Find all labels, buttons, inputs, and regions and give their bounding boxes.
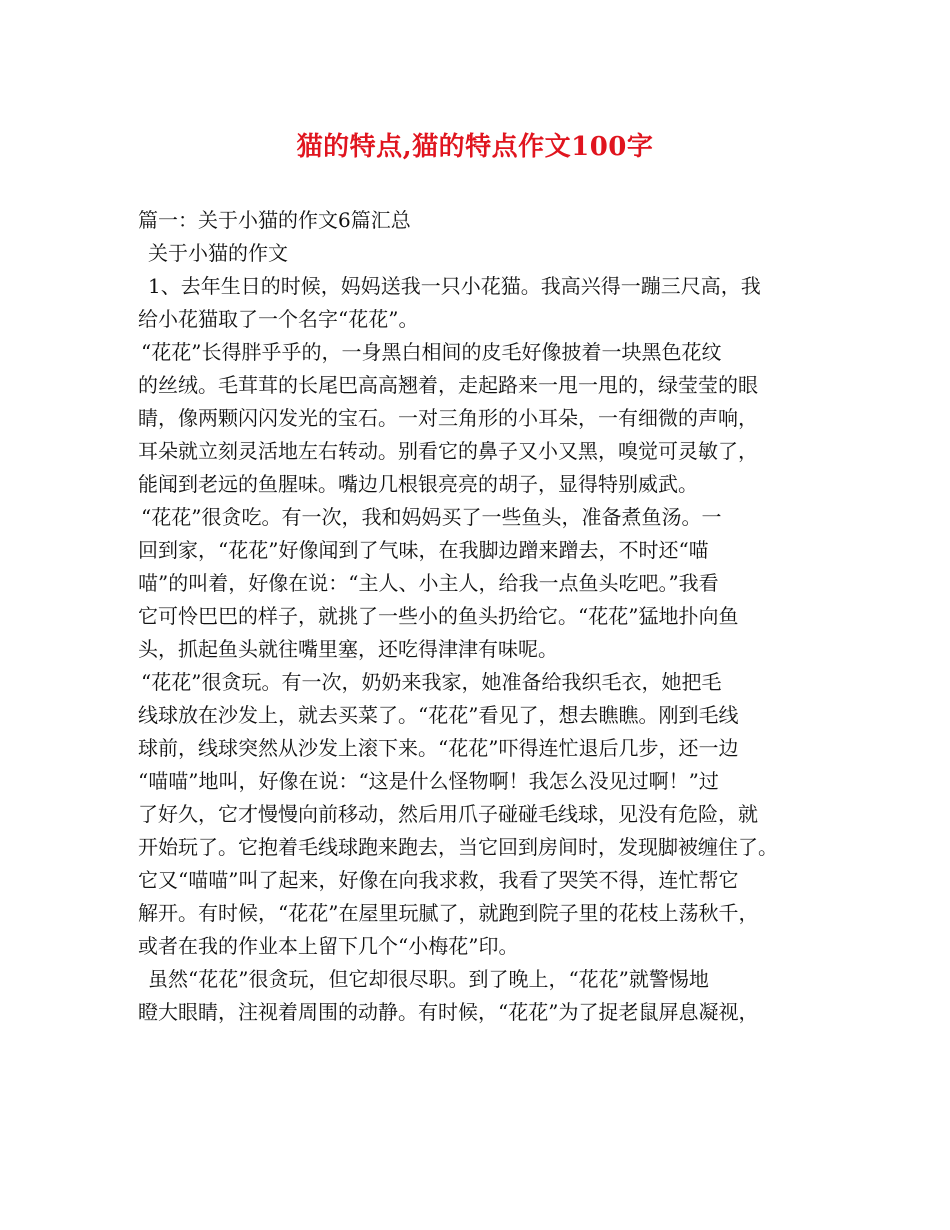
text-line: 的丝绒。毛茸茸的长尾巴高高翘着，走起路来一甩一甩的，绿莹莹的眼	[138, 373, 758, 397]
text-line: 耳朵就立刻灵活地左右转动。别看它的鼻子又小又黑，嗅觉可灵敏了，	[138, 439, 758, 463]
text-line: 头，抓起鱼头就往嘴里塞，还吃得津津有味呢。	[138, 637, 558, 661]
document-title: 猫的特点,猫的特点作文100字	[296, 132, 654, 162]
text-line: 喵”的叫着，好像在说：“主人、小主人，给我一点鱼头吃吧。”我看	[138, 571, 719, 595]
text-line: “花花”很贪吃。有一次，我和妈妈买了一些鱼头，准备煮鱼汤。一	[141, 505, 722, 529]
text-line: 了好久，它才慢慢向前移动，然后用爪子碰碰毛线球，见没有危险，就	[138, 802, 758, 826]
text-line: 它又“喵喵”叫了起来，好像在向我求救，我看了哭笑不得，连忙帮它	[138, 868, 739, 892]
text-line: “花花”长得胖乎乎的，一身黑白相间的皮毛好像披着一块黑色花纹	[141, 340, 722, 364]
text-line: “花花”很贪玩。有一次，奶奶来我家，她准备给我织毛衣，她把毛	[141, 670, 722, 694]
subheading: 关于小猫的作文	[148, 241, 288, 265]
text-line: 开始玩了。它抱着毛线球跑来跑去，当它回到房间时，发现脚被缠住了。	[138, 835, 778, 859]
document-body	[138, 204, 828, 1029]
text-line: “喵喵”地叫，好像在说：“这是什么怪物啊！我怎么没见过啊！”过	[138, 769, 719, 793]
section-heading: 篇一：关于小猫的作文6篇汇总	[138, 208, 411, 232]
text-line: 球前，线球突然从沙发上滚下来。“花花”吓得连忙退后几步，还一边	[138, 736, 739, 760]
text-line: 睛，像两颗闪闪发光的宝石。一对三角形的小耳朵，一有细微的声响，	[138, 406, 758, 430]
text-line: 解开。有时候，“花花”在屋里玩腻了，就跑到院子里的花枝上荡秋千，	[138, 901, 759, 925]
text-line: 瞪大眼睛，注视着周围的动静。有时候，“花花”为了捉老鼠屏息凝视，	[138, 1000, 759, 1024]
text-line: 能闻到老远的鱼腥味。嘴边几根银亮亮的胡子，显得特别威武。	[138, 472, 698, 496]
text-line: 给小花猫取了一个名字“花花”。	[138, 307, 419, 331]
text-line: 它可怜巴巴的样子，就挑了一些小的鱼头扔给它。“花花”猛地扑向鱼	[138, 604, 739, 628]
text-line: 线球放在沙发上，就去买菜了。“花花”看见了，想去瞧瞧。刚到毛线	[138, 703, 739, 727]
text-line: 虽然“花花”很贪玩，但它却很尽职。到了晚上，“花花”就警惕地	[148, 967, 709, 991]
text-line: 或者在我的作业本上留下几个“小梅花”印。	[138, 934, 519, 958]
text-line: 1、去年生日的时候，妈妈送我一只小花猫。我高兴得一蹦三尺高，我	[148, 274, 761, 298]
text-line: 回到家，“花花”好像闻到了气味，在我脚边蹭来蹭去，不时还“喵	[138, 538, 709, 562]
